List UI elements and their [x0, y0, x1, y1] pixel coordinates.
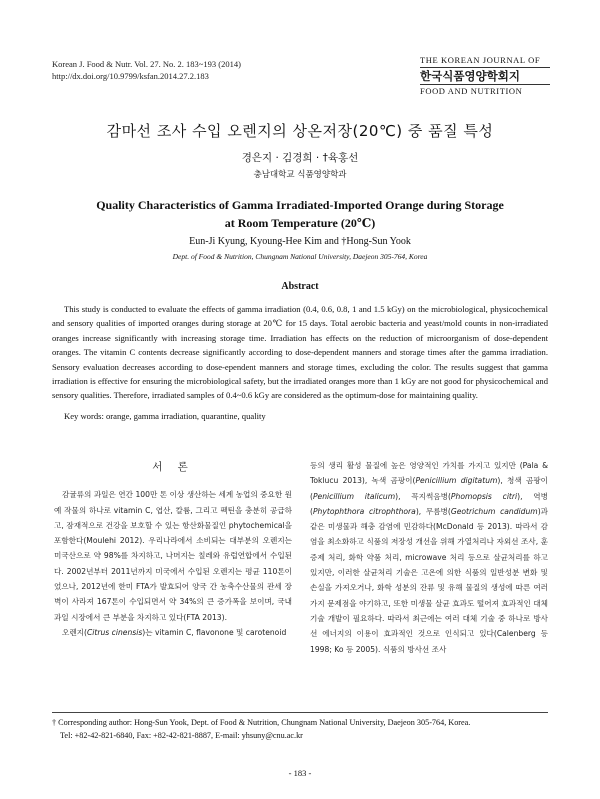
footnote-line-1: † Corresponding author: Hong-Sun Yook, Dept. of Food & Nutrition, Chungnam National University, Daejeon 305-764, Korea.: [52, 718, 471, 727]
affiliation-korean: 충남대학교 식품영양학과: [253, 170, 347, 180]
affiliation-english: Dept. of Food & Nutrition, Chungnam National University, Daejeon 305-764, Korea: [172, 252, 428, 261]
logo-english-top: THE KOREAN JOURNAL OF: [420, 55, 550, 68]
keywords: Key words: orange, gamma irradiation, quarantine, quality: [64, 411, 266, 421]
logo-korean: 한국식품영양학회지: [420, 69, 520, 83]
authors-english: Eun-Ji Kyung, Kyoung-Hee Kim and †Hong-Sun Yook: [189, 236, 411, 247]
body-column-left: [54, 460, 292, 640]
title-english: Quality Characteristics of Gamma Irradiated-Imported Orange during Storage at Room Temperature (20℃): [96, 198, 504, 230]
intro-paragraph-2-continued: 등의 생리 활성 물질에 높은 영양적인 가치를 가지고 있지만 (Pala & Toklucu 2013), 녹색 곰팡이(Penicillium digitatum), 청색 곰팡이(Penicillium italicum), 꼭지썩음병(Phomopsis citri), 역병(Phytophthora citrophthora), 무름병(Geotrichum candidum)과 같은 미생물과 해충 감염에 민감하다(McDonald 등 2013). 따라서 감염을 최소화하고 식품의 저장성 개선을 위해 가열처리나 자외선 조사, 훈증제 처리, 화학 약품 처리, microwave 처리 등으로 살균처리를 하고 있지만, 이러한 살균처리 기술은 고온에 의한 식품의 일반성분 변화 및 손실을 가져오거나, 화학 성분의 잔류 및 유해 물질의 생성에 따른 여러 가지 문제점을 야기하고, 또한 미생물 살균 효과도 떨어져 효과적인 대체 기술 개발이 필요하다. 따라서 최근에는 여러 대체 기술 중 하나로 방사선 에너지의 이용이 효과적인 것으로 인식되고 있다(Calenberg 등 1998; Ko 등 2005). 식품의 방사선 조사: [310, 461, 548, 654]
species-name: Penicillium digitatum: [415, 476, 498, 486]
journal-logo: [420, 55, 550, 97]
title-korean: 감마선 조사 수입 오렌지의 상온저장(20℃) 중 품질 특성: [106, 122, 494, 140]
species-name: Geotrichum candidum: [450, 506, 538, 516]
footnote-divider: [52, 712, 548, 713]
intro-paragraph-1: 감귤류의 과일은 연간 100만 톤 이상 생산하는 세계 농업의 중요한 원예 작물의 하나로 vitamin C, 엽산, 칼륨, 그리고 펙틴을 충분히 공급하고, 잠재적으로 건강을 보호할 수 있는 항산화물질인 phytochemical을 포함한다(Moulehi 2012). 우리나라에서 소비되는 대부분의 오렌지는 미국산으로 약 98%를 차지하고, 나머지는 칠레와 유럽연합에서 수입된다. 2002년부터 2011년까지 미국에서 수입된 오렌지는 평균 110톤이었으나, 2012년에 한미 FTA가 발효되어 양국 간 농축수산물의 관세 장벽이 사라져 167톤이 수입되면서 약 34%의 큰 증가폭을 보이며, 국내 과일 시장에서 큰 부분을 차지하고 있다(FTA 2013).: [54, 490, 292, 622]
species-name: Phomopsis citri: [450, 491, 518, 501]
corresponding-author-footnote: [52, 716, 548, 742]
section-heading-introduction: 서 론: [152, 461, 194, 473]
page-number: - 183 -: [288, 768, 312, 778]
journal-doi[interactable]: http://dx.doi.org/10.9799/ksfan.2014.27.2.183: [52, 71, 209, 81]
abstract-heading: Abstract: [281, 281, 319, 292]
footnote-line-2: Tel: +82-42-821-6840, Fax: +82-42-821-8887, E-mail: yhsuny@cnu.ac.kr: [60, 731, 303, 740]
species-name: Penicillium italicum: [312, 491, 396, 501]
logo-english-bottom: FOOD AND NUTRITION: [420, 84, 550, 97]
species-name: Citrus cinensis: [86, 627, 143, 637]
authors-korean: 경은지 · 김경희 · †육홍선: [241, 152, 359, 164]
journal-citation: Korean J. Food & Nutr. Vol. 27. No. 2. 183~193 (2014): [52, 59, 241, 69]
intro-paragraph-2: 오렌지(Citrus cinensis)는 vitamin C, flavonone 및 carotenoid: [62, 627, 287, 637]
body-column-right: [310, 458, 548, 657]
journal-header: [52, 58, 241, 82]
species-name: Phytophthora citrophthora: [312, 506, 416, 516]
abstract-text: This study is conducted to evaluate the effects of gamma irradiation (0.4, 0.6, 0.8, 1 and 1.5 kGy) on the microbiological, physicochemical and sensory qualities of imported oranges during storage at 20℃ for 15 days. Total aerobic bacteria and yeast/mold counts in non-irradiated oranges increase significantly with increasing storage time. Irradiation has effects on the reduction of microorganism of dose-dependent oranges. The vitamin C contents decrease significantly according to dose-dependent manners and storage times after the gamma irradiation. Sensory evaluation decreases according to dose-ependent manners and storage times, excluding the color. The results suggest that gamma irradiation is effective for ensuring the microbiological safety, but the irradiated oranges more than 1 kGy are not good for physicochemical and sensory qualities. Therefore, irradiated samples of 0.4~0.6 kGy are considered as the optimum-dose for maintaining quality.: [52, 304, 548, 401]
